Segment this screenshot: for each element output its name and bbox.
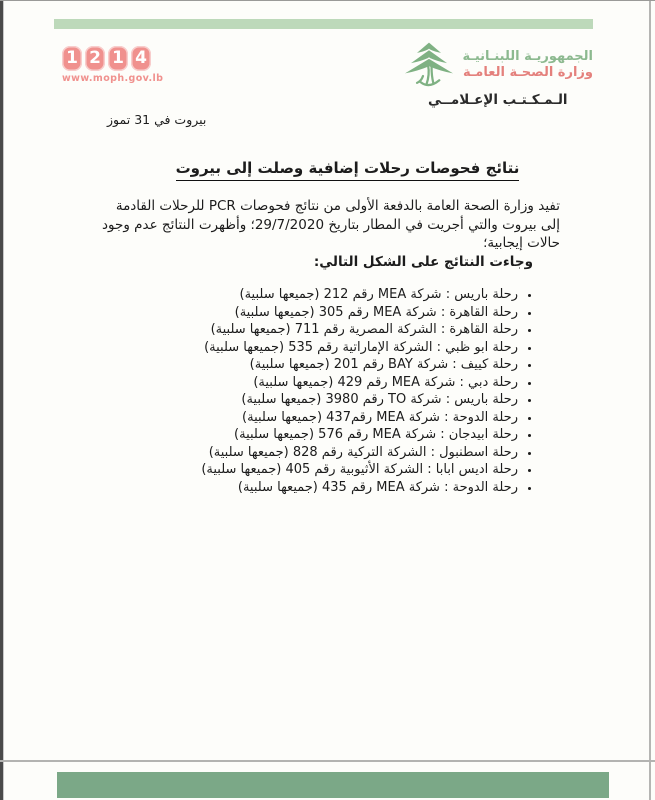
top-green-bar [54, 19, 593, 29]
flight-result-item: • رحلة الدوحة : شركة MEA رقم 435 (جميعها سلبية) [60, 479, 518, 497]
scan-top-rule [0, 0, 655, 1]
flight-result-item: • رحلة باريس : شركة TO رقم 3980 (جميعها سلبية) [60, 391, 518, 409]
flight-result-item: • رحلة كييف : شركة BAY رقم 201 (جميعها سلبية) [60, 356, 518, 374]
flight-result-item: • رحلة اسطنبول : الشركة التركية رقم 828 (جميعها سلبية) [60, 444, 518, 462]
scan-left-edge [0, 0, 3, 800]
republic-name: الجمهوريـة اللبنـانيـة [462, 48, 593, 64]
flight-result-item: • رحلة دبي : شركة MEA رقم 429 (جميعها سلبية) [60, 374, 518, 392]
flight-result-item: • رحلة ابيدجان : شركة MEA رقم 576 (جميعها سلبية) [60, 426, 518, 444]
document-header [62, 40, 593, 108]
hotline-digit: 1 [108, 46, 128, 71]
flight-result-item: • رحلة الدوحة : شركة MEA رقم437 (جميعها سلبية) [60, 409, 518, 427]
cedar-tree-icon [403, 40, 455, 88]
flight-result-item: • رحلة اديس ابابا : الشركة الأثيوبية رقم 405 (جميعها سلبية) [60, 461, 518, 479]
scan-right-edge [649, 0, 651, 800]
title-wrap [40, 158, 655, 181]
flight-results-list [60, 286, 534, 496]
hotline-digit-badges [62, 46, 151, 71]
bottom-green-bar [57, 772, 609, 798]
ministry-name: وزارة الصحـة العامـة [462, 64, 593, 80]
date-line: بيروت في 31 تموز [107, 112, 207, 127]
intro-paragraph: تفيد وزارة الصحة العامة بالدفعة الأولى من نتائج فحوصات PCR للرحلات القادمة إلى بيروت والتي أجريت في المطار بتاريخ 29/7/2020؛ وأظهرت النتائج عدم وجود حالات إيجابية؛ [102, 198, 560, 251]
media-office-label: الـمـكـتـب الإعـلامــي [427, 92, 568, 108]
press-release-title: نتائج فحوصات رحلات إضافية وصلت إلى بيروت [176, 159, 520, 181]
moph-website-url: www.moph.gov.lb [62, 73, 164, 84]
results-lead-line: وجاءت النتائج على الشكل التالي: [313, 254, 533, 270]
ministry-logo-block [403, 40, 593, 108]
flight-result-item: • رحلة باريس : شركة MEA رقم 212 (جميعها سلبية) [60, 286, 518, 304]
flight-result-item: • رحلة ابو ظبي : الشركة الإماراتية رقم 535 (جميعها سلبية) [60, 339, 518, 357]
scan-bottom-rule [0, 760, 655, 762]
hotline-digit: 4 [131, 46, 151, 71]
hotline-digit: 1 [62, 46, 82, 71]
hotline-digit: 2 [85, 46, 105, 71]
flight-result-item: • رحلة القاهرة : الشركة المصرية رقم 711 (جميعها سلبية) [60, 321, 518, 339]
flight-result-item: • رحلة القاهرة : شركة MEA رقم 305 (جميعها سلبية) [60, 304, 518, 322]
hotline-1214-logo [62, 46, 163, 84]
